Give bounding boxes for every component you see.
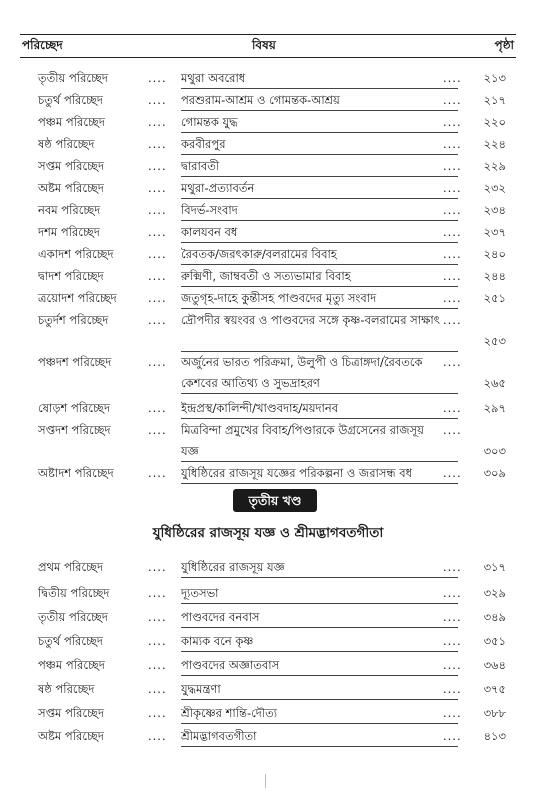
chapter-label: ত্রয়োদশ পরিচ্ছেদ — [38, 291, 117, 305]
leader-dots: .... — [148, 291, 167, 305]
leader-dots: .... — [443, 586, 462, 600]
chapter-label: দশম পরিচ্ছেদ — [38, 225, 100, 239]
leader-dots: .... — [443, 658, 462, 672]
chapter-label: তৃতীয় পরিচ্ছেদ — [38, 71, 108, 85]
page-number: ২৪০ — [483, 247, 506, 261]
header-chapter: পরিচ্ছেদ — [22, 38, 63, 52]
part-subtitle: যুধিষ্ঠিরের রাজসূয় যজ্ঞ ও শ্রীমদ্ভাগবতগীতা — [152, 525, 384, 541]
chapter-title: জতুগৃহ-দাহে কুন্তীসহ পাণ্ডবদের মৃত্যু সংবাদ — [181, 291, 377, 305]
row-underline — [181, 198, 458, 199]
chapter-title: দ্বারাবতী — [181, 159, 220, 173]
leader-dots: .... — [148, 658, 167, 672]
leader-dots: .... — [443, 634, 462, 648]
chapter-label: অষ্টম পরিচ্ছেদ — [38, 181, 104, 195]
chapter-label: সপ্তম পরিচ্ছেদ — [38, 159, 105, 173]
chapter-label: পঞ্চম পরিচ্ছেদ — [38, 658, 105, 672]
leader-dots: .... — [443, 203, 462, 217]
row-underline — [181, 176, 458, 177]
chapter-label: চতুর্দশ পরিচ্ছেদ — [38, 313, 109, 327]
leader-dots: .... — [148, 610, 167, 624]
leader-dots: .... — [443, 682, 462, 696]
chapter-title: করবীরপুর — [181, 137, 226, 151]
leader-dots: .... — [443, 729, 462, 743]
row-underline — [181, 132, 458, 133]
row-underline — [181, 746, 458, 747]
page-number: ৩১৭ — [483, 560, 506, 574]
row-underline — [181, 242, 458, 243]
row-underline — [181, 418, 458, 419]
leader-dots: .... — [148, 137, 167, 151]
toc-header — [20, 34, 516, 58]
chapter-label: তৃতীয় পরিচ্ছেদ — [38, 610, 108, 624]
page-number: ২২৪ — [483, 137, 506, 151]
leader-dots: .... — [148, 159, 167, 173]
leader-dots: .... — [443, 610, 462, 624]
row-underline — [181, 264, 458, 265]
leader-dots: .... — [148, 682, 167, 696]
header-bottom-rule — [20, 57, 516, 58]
page-number: ২৪৪ — [483, 269, 506, 283]
leader-dots: .... — [148, 225, 167, 239]
leader-dots: .... — [148, 313, 167, 327]
chapter-title: গোমন্তক যুদ্ধ — [181, 115, 238, 129]
leader-dots: .... — [443, 137, 462, 151]
page-number: ২৩৪ — [483, 203, 506, 217]
row-underline — [181, 723, 458, 724]
leader-dots: .... — [148, 729, 167, 743]
row-underline — [181, 220, 458, 221]
chapter-label: সপ্তম পরিচ্ছেদ — [38, 706, 105, 720]
leader-dots: .... — [443, 247, 462, 261]
leader-dots: .... — [148, 71, 167, 85]
chapter-title: যুধিষ্ঠিরের রাজসূয় যজ্ঞের পরিকল্পনা ও জরাসন্ধ বধ — [181, 466, 413, 480]
leader-dots: .... — [443, 291, 462, 305]
chapter-title: শ্রীমদ্ভাগবতগীতা — [181, 729, 257, 743]
page-number: ২২০ — [483, 115, 506, 129]
chapter-title: পরশুরাম-আশ্রম ও গোমন্তক-আশ্রয় — [181, 93, 340, 107]
row-underline — [181, 393, 458, 394]
leader-dots: .... — [148, 423, 167, 437]
chapter-title: মিত্রবিন্দা প্রমুখের বিবাহ/পিণ্ডারকে উগ্রসেনের রাজসূয় যজ্ঞ — [181, 423, 424, 458]
chapter-title: রৈবতক/জরৎকারু/বলরামের বিবাহ — [181, 247, 337, 261]
chapter-label: ষষ্ঠ পরিচ্ছেদ — [38, 137, 95, 151]
chapter-label: চতুর্থ পরিচ্ছেদ — [38, 634, 103, 648]
page-number: ৩২৯ — [483, 586, 506, 600]
leader-dots: .... — [443, 401, 462, 415]
leader-dots: .... — [443, 560, 462, 574]
chapter-title: বিদর্ভ-সংবাদ — [181, 203, 238, 217]
chapter-title: শ্রীকৃষ্ণের শান্তি-দৌত্য — [181, 706, 278, 720]
leader-dots: .... — [148, 706, 167, 720]
chapter-label: অষ্টাদশ পরিচ্ছেদ — [38, 466, 114, 480]
leader-dots: .... — [443, 225, 462, 239]
page-mark — [265, 774, 266, 788]
leader-dots: .... — [443, 93, 462, 107]
chapter-title: যুধিষ্ঠিরের রাজসূয় যজ্ঞ — [181, 560, 285, 574]
leader-dots: .... — [148, 269, 167, 283]
chapter-title: মথুরা-প্রত্যাবর্তন — [181, 181, 255, 195]
chapter-title: পাণ্ডবদের অজ্ঞাতবাস — [181, 658, 280, 672]
chapter-title: যুদ্ধমন্ত্রণা — [181, 682, 221, 696]
chapter-label: ষোড়শ পরিচ্ছেদ — [38, 401, 110, 415]
page-number: ২১৭ — [483, 93, 506, 107]
row-underline — [181, 627, 458, 628]
leader-dots: .... — [443, 466, 462, 480]
chapter-title: মথুরা অবরোধ — [181, 71, 246, 85]
row-underline — [181, 154, 458, 155]
chapter-title: কালযবন বধ — [181, 225, 238, 239]
leader-dots: .... — [443, 423, 462, 437]
page-number: ৩৫১ — [483, 634, 506, 648]
page-number: ২১৩ — [483, 71, 506, 85]
page-number: ২৫১ — [483, 291, 506, 305]
header-page: পৃষ্ঠা — [494, 38, 514, 52]
chapter-label: পঞ্চদশ পরিচ্ছেদ — [38, 355, 112, 369]
leader-dots: .... — [148, 93, 167, 107]
chapter-title: পাণ্ডবদের বনবাস — [181, 610, 260, 624]
leader-dots: .... — [148, 115, 167, 129]
chapter-label: সপ্তদশ পরিচ্ছেদ — [38, 423, 111, 437]
leader-dots: .... — [443, 115, 462, 129]
row-underline — [181, 308, 458, 309]
page-number: ২৩৭ — [483, 225, 506, 239]
leader-dots: .... — [443, 181, 462, 195]
page-number: ৪১৩ — [483, 729, 506, 743]
page-number: ২২৯ — [483, 159, 506, 173]
chapter-title: রুক্মিণী, জাম্ববতী ও সত্যভামার বিবাহ — [181, 269, 351, 283]
chapter-label: অষ্টম পরিচ্ছেদ — [38, 729, 104, 743]
leader-dots: .... — [148, 586, 167, 600]
row-underline — [181, 286, 458, 287]
page-number: ৩৪৯ — [483, 610, 506, 624]
chapter-label: দ্বিতীয় পরিচ্ছেদ — [38, 586, 110, 600]
row-underline — [181, 651, 458, 652]
leader-dots: .... — [148, 466, 167, 480]
page-number: ৩০৯ — [483, 466, 506, 480]
row-underline — [181, 699, 458, 700]
chapter-title: ইন্দ্রপ্রস্থ/কালিন্দী/খাণ্ডবদাহ/ময়দানব — [181, 401, 339, 415]
part-badge: তৃতীয় খণ্ড — [233, 489, 317, 512]
leader-dots: .... — [148, 560, 167, 574]
leader-dots: .... — [443, 71, 462, 85]
page-number: ৩০৩ — [483, 444, 506, 458]
row-underline — [181, 461, 458, 462]
row-underline — [181, 110, 458, 111]
chapter-label: নবম পরিচ্ছেদ — [38, 203, 101, 217]
chapter-title: দ্রৌপদীর স্বয়ংবর ও পাণ্ডবদের সঙ্গে কৃষ্ণ-বলরামের সাক্ষাৎ — [181, 313, 440, 327]
chapter-label: পঞ্চম পরিচ্ছেদ — [38, 115, 105, 129]
row-underline — [181, 675, 458, 676]
page-number: ২৬৫ — [483, 376, 506, 390]
leader-dots: .... — [148, 401, 167, 415]
leader-dots: .... — [443, 269, 462, 283]
row-underline — [181, 483, 458, 484]
leader-dots: .... — [148, 247, 167, 261]
leader-dots: .... — [443, 355, 462, 369]
chapter-label: ষষ্ঠ পরিচ্ছেদ — [38, 682, 95, 696]
leader-dots: .... — [148, 355, 167, 369]
row-underline — [181, 603, 458, 604]
page-number: ২৫৩ — [483, 334, 506, 348]
row-underline — [181, 577, 458, 578]
chapter-title: অর্জুনের ভারত পরিক্রমা, উলুপী ও চিত্রাঙ্গদা/রৈবতকে কেশবের আতিথ্য ও সুভদ্রাহরণ — [181, 355, 423, 390]
page-number: ২৯৭ — [483, 401, 506, 415]
leader-dots: .... — [443, 706, 462, 720]
page-number: ২৩২ — [483, 181, 506, 195]
chapter-label: প্রথম পরিচ্ছেদ — [38, 560, 104, 574]
leader-dots: .... — [148, 634, 167, 648]
leader-dots: .... — [148, 181, 167, 195]
page-number: ৩৭৫ — [483, 682, 506, 696]
leader-dots: .... — [148, 203, 167, 217]
row-underline — [181, 88, 458, 89]
leader-dots: .... — [443, 159, 462, 173]
chapter-label: একাদশ পরিচ্ছেদ — [38, 247, 114, 261]
chapter-label: চতুর্থ পরিচ্ছেদ — [38, 93, 103, 107]
page-number: ৩৮৮ — [483, 706, 506, 720]
header-subject: বিষয় — [252, 38, 276, 52]
chapter-title: দ্যূতসভা — [181, 586, 219, 600]
chapter-title: কাম্যক বনে কৃষ্ণ — [181, 634, 254, 648]
page-number: ৩৬৪ — [483, 658, 506, 672]
chapter-label: দ্বাদশ পরিচ্ছেদ — [38, 269, 104, 283]
leader-dots: .... — [443, 313, 462, 327]
